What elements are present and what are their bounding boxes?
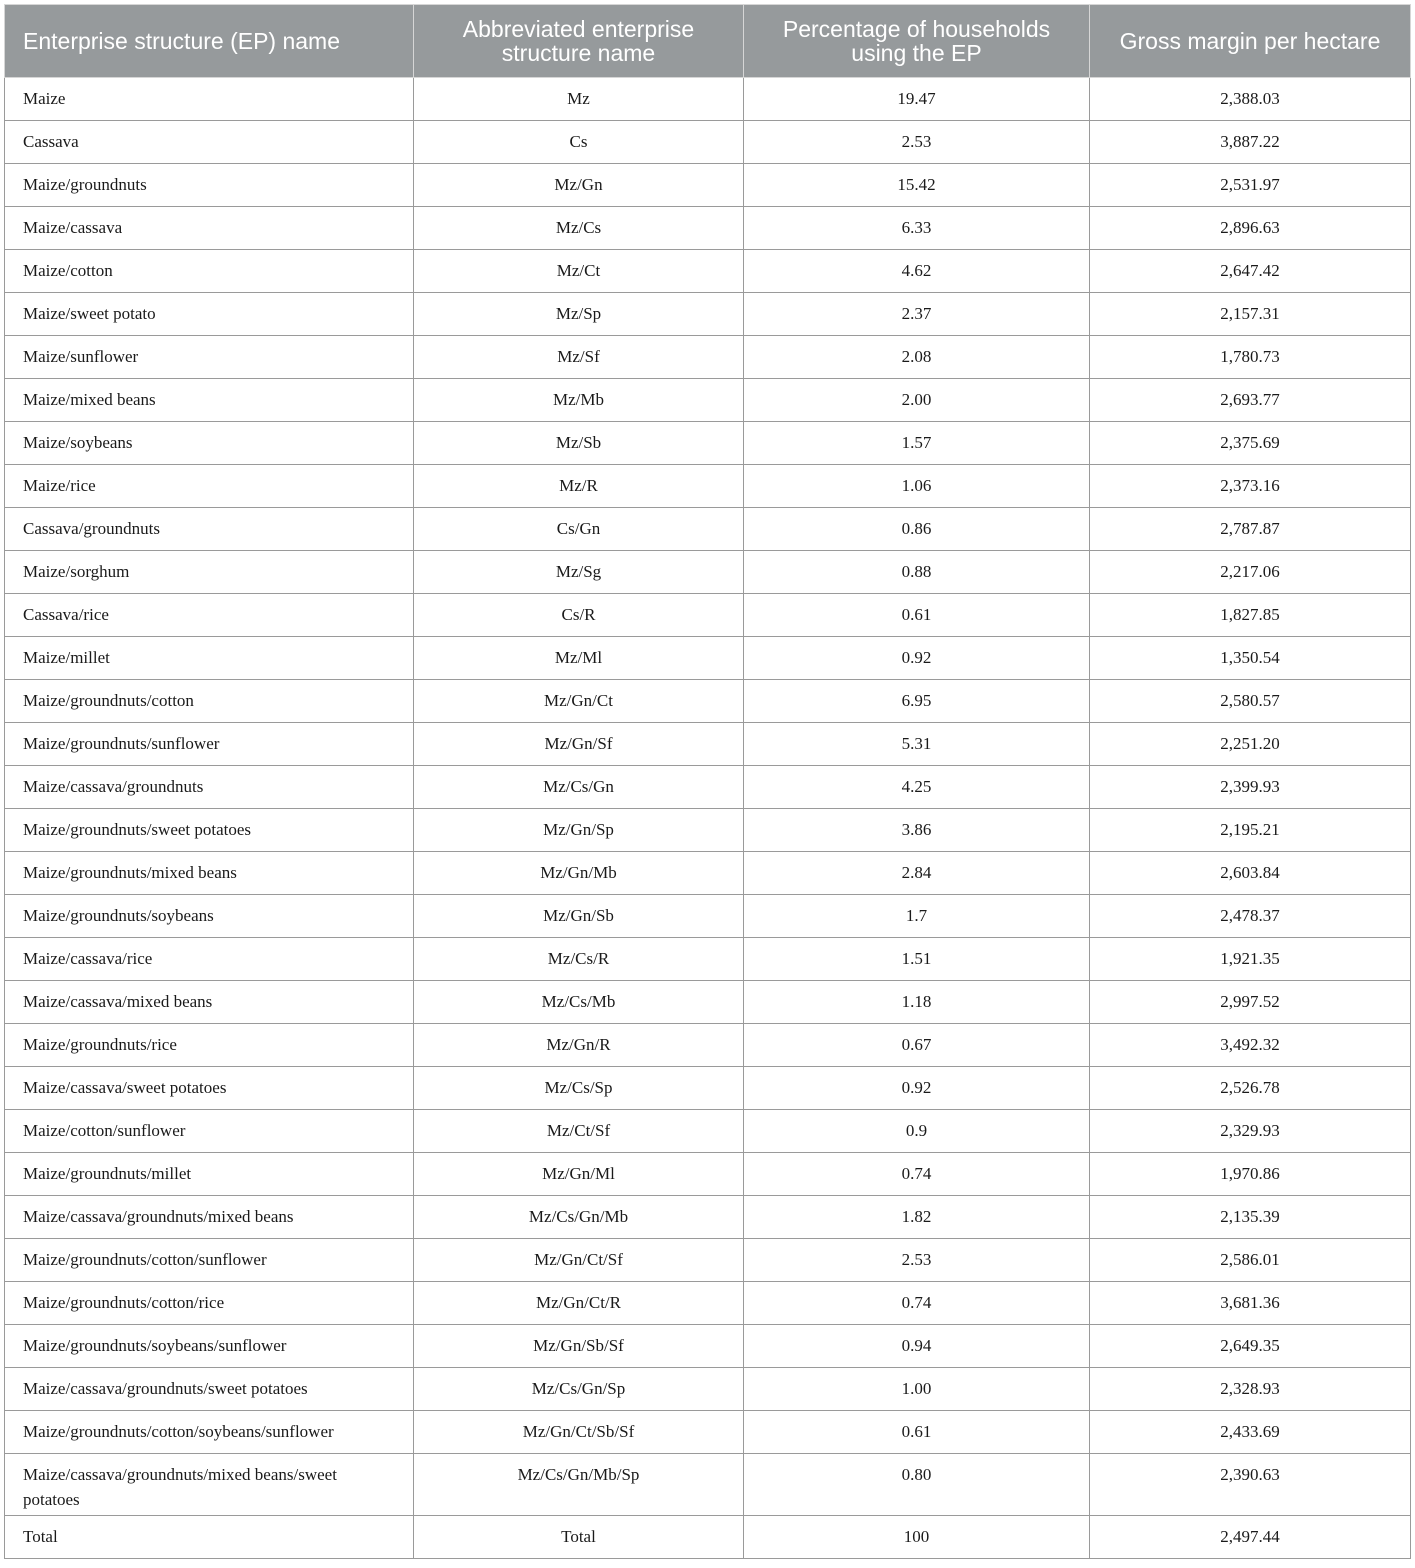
- table-row: [5, 207, 1411, 250]
- percentage-cell: 6.33: [744, 207, 1090, 250]
- table-row: [5, 551, 1411, 594]
- percentage-cell: 3.86: [744, 809, 1090, 852]
- percentage-cell: 0.67: [744, 1024, 1090, 1067]
- enterprise-structure-table: [4, 4, 1411, 1559]
- header-row: [5, 5, 1411, 78]
- table-row: [5, 1024, 1411, 1067]
- ep-name-cell: Total: [5, 1516, 414, 1559]
- abbreviation-cell: Mz/Sf: [414, 336, 744, 379]
- percentage-cell: 2.37: [744, 293, 1090, 336]
- percentage-cell: 0.92: [744, 1067, 1090, 1110]
- abbreviation-cell: Mz/Cs/Gn/Mb/Sp: [414, 1454, 744, 1516]
- gross-margin-cell: 2,217.06: [1090, 551, 1411, 594]
- table-row: [5, 164, 1411, 207]
- gross-margin-cell: 2,375.69: [1090, 422, 1411, 465]
- ep-name-cell: Maize/cassava/mixed beans: [5, 981, 414, 1024]
- percentage-cell: 1.7: [744, 895, 1090, 938]
- gross-margin-cell: 1,780.73: [1090, 336, 1411, 379]
- percentage-cell: 0.61: [744, 1411, 1090, 1454]
- gross-margin-cell: 2,586.01: [1090, 1239, 1411, 1282]
- gross-margin-cell: 2,328.93: [1090, 1368, 1411, 1411]
- table-row: [5, 938, 1411, 981]
- gross-margin-cell: 2,478.37: [1090, 895, 1411, 938]
- abbreviation-cell: Mz/Mb: [414, 379, 744, 422]
- table-row: [5, 852, 1411, 895]
- table-row: [5, 766, 1411, 809]
- gross-margin-cell: 3,681.36: [1090, 1282, 1411, 1325]
- table-row: [5, 336, 1411, 379]
- percentage-cell: 1.00: [744, 1368, 1090, 1411]
- table-row: [5, 1239, 1411, 1282]
- ep-name-cell: Maize/cotton: [5, 250, 414, 293]
- table-header: [5, 5, 1411, 78]
- ep-name-cell: Maize/groundnuts/sweet potatoes: [5, 809, 414, 852]
- abbreviation-cell: Mz/Ct: [414, 250, 744, 293]
- abbreviation-cell: Mz/Gn/Sb: [414, 895, 744, 938]
- ep-name-cell: Maize/groundnuts/rice: [5, 1024, 414, 1067]
- ep-name-cell: Maize/soybeans: [5, 422, 414, 465]
- abbreviation-cell: Mz/Gn/Ct/Sf: [414, 1239, 744, 1282]
- gross-margin-cell: 2,647.42: [1090, 250, 1411, 293]
- gross-margin-cell: 2,580.57: [1090, 680, 1411, 723]
- abbreviation-cell: Cs/R: [414, 594, 744, 637]
- abbreviation-cell: Mz/Ct/Sf: [414, 1110, 744, 1153]
- ep-name-cell: Maize/cotton/sunflower: [5, 1110, 414, 1153]
- percentage-cell: 0.9: [744, 1110, 1090, 1153]
- ep-name-cell: Maize/cassava/groundnuts/mixed beans/sweet potatoes: [5, 1454, 414, 1516]
- gross-margin-cell: 2,693.77: [1090, 379, 1411, 422]
- abbreviation-cell: Mz/Gn/Sp: [414, 809, 744, 852]
- ep-name-cell: Maize/millet: [5, 637, 414, 680]
- gross-margin-cell: 2,531.97: [1090, 164, 1411, 207]
- abbreviation-cell: Mz/Cs: [414, 207, 744, 250]
- table-row: [5, 895, 1411, 938]
- ep-name-cell: Maize/mixed beans: [5, 379, 414, 422]
- table-row: [5, 1196, 1411, 1239]
- percentage-cell: 0.92: [744, 637, 1090, 680]
- percentage-cell: 2.53: [744, 1239, 1090, 1282]
- table-row: [5, 1411, 1411, 1454]
- percentage-cell: 6.95: [744, 680, 1090, 723]
- ep-name-cell: Maize/groundnuts/sunflower: [5, 723, 414, 766]
- abbreviation-cell: Cs: [414, 121, 744, 164]
- percentage-cell: 19.47: [744, 78, 1090, 121]
- table-row: [5, 1067, 1411, 1110]
- ep-name-cell: Maize/cassava/groundnuts: [5, 766, 414, 809]
- ep-name-cell: Maize: [5, 78, 414, 121]
- ep-name-cell: Maize/sorghum: [5, 551, 414, 594]
- table-row: [5, 379, 1411, 422]
- abbreviation-cell: Mz/Gn/R: [414, 1024, 744, 1067]
- table-row: [5, 422, 1411, 465]
- table-row: [5, 1368, 1411, 1411]
- gross-margin-cell: 2,157.31: [1090, 293, 1411, 336]
- abbreviation-cell: Mz/Cs/Sp: [414, 1067, 744, 1110]
- table-row: [5, 465, 1411, 508]
- percentage-cell: 1.06: [744, 465, 1090, 508]
- abbreviation-cell: Mz/Cs/Mb: [414, 981, 744, 1024]
- gross-margin-cell: 2,649.35: [1090, 1325, 1411, 1368]
- gross-margin-cell: 2,390.63: [1090, 1454, 1411, 1516]
- ep-name-cell: Maize/sweet potato: [5, 293, 414, 336]
- table-row: [5, 1454, 1411, 1516]
- table-row: [5, 637, 1411, 680]
- percentage-cell: 2.53: [744, 121, 1090, 164]
- table-row: [5, 78, 1411, 121]
- table-row: [5, 250, 1411, 293]
- abbreviation-cell: Mz/Sb: [414, 422, 744, 465]
- percentage-cell: 1.18: [744, 981, 1090, 1024]
- percentage-cell: 2.08: [744, 336, 1090, 379]
- gross-margin-cell: 2,433.69: [1090, 1411, 1411, 1454]
- abbreviation-cell: Mz/R: [414, 465, 744, 508]
- ep-name-cell: Cassava/rice: [5, 594, 414, 637]
- table-row: [5, 1110, 1411, 1153]
- gross-margin-cell: 2,195.21: [1090, 809, 1411, 852]
- abbreviation-cell: Mz: [414, 78, 744, 121]
- abbreviation-cell: Mz/Gn/Ct/Sb/Sf: [414, 1411, 744, 1454]
- table-row: [5, 508, 1411, 551]
- abbreviation-cell: Mz/Cs/Gn: [414, 766, 744, 809]
- abbreviation-cell: Mz/Gn/Ml: [414, 1153, 744, 1196]
- abbreviation-cell: Mz/Cs/Gn/Sp: [414, 1368, 744, 1411]
- ep-name-cell: Maize/sunflower: [5, 336, 414, 379]
- ep-name-cell: Maize/cassava/rice: [5, 938, 414, 981]
- gross-margin-cell: 2,373.16: [1090, 465, 1411, 508]
- percentage-cell: 0.88: [744, 551, 1090, 594]
- ep-name-cell: Maize/cassava: [5, 207, 414, 250]
- percentage-cell: 1.51: [744, 938, 1090, 981]
- gross-margin-cell: 2,251.20: [1090, 723, 1411, 766]
- abbreviation-cell: Cs/Gn: [414, 508, 744, 551]
- percentage-cell: 0.61: [744, 594, 1090, 637]
- ep-name-cell: Maize/groundnuts/millet: [5, 1153, 414, 1196]
- gross-margin-cell: 2,997.52: [1090, 981, 1411, 1024]
- header-percentage-households: Percentage of households using the EP: [744, 5, 1090, 78]
- table-row: [5, 1282, 1411, 1325]
- ep-name-cell: Maize/groundnuts/soybeans: [5, 895, 414, 938]
- ep-name-cell: Maize/groundnuts/cotton/sunflower: [5, 1239, 414, 1282]
- gross-margin-cell: 2,329.93: [1090, 1110, 1411, 1153]
- abbreviation-cell: Mz/Gn/Mb: [414, 852, 744, 895]
- ep-name-cell: Maize/cassava/sweet potatoes: [5, 1067, 414, 1110]
- ep-name-cell: Maize/cassava/groundnuts/mixed beans: [5, 1196, 414, 1239]
- abbreviation-cell: Mz/Cs/R: [414, 938, 744, 981]
- abbreviation-cell: Mz/Sp: [414, 293, 744, 336]
- abbreviation-cell: Total: [414, 1516, 744, 1559]
- percentage-cell: 4.25: [744, 766, 1090, 809]
- abbreviation-cell: Mz/Gn/Sb/Sf: [414, 1325, 744, 1368]
- ep-name-cell: Maize/groundnuts: [5, 164, 414, 207]
- ep-name-cell: Cassava/groundnuts: [5, 508, 414, 551]
- header-abbreviated-name: Abbreviated enterprise structure name: [414, 5, 744, 78]
- abbreviation-cell: Mz/Gn: [414, 164, 744, 207]
- ep-name-cell: Maize/groundnuts/cotton/soybeans/sunflower: [5, 1411, 414, 1454]
- header-gross-margin: Gross margin per hectare: [1090, 5, 1411, 78]
- ep-name-cell: Maize/cassava/groundnuts/sweet potatoes: [5, 1368, 414, 1411]
- percentage-cell: 2.00: [744, 379, 1090, 422]
- table-row: [5, 723, 1411, 766]
- percentage-cell: 0.80: [744, 1454, 1090, 1516]
- table-row: [5, 1153, 1411, 1196]
- table-row: [5, 981, 1411, 1024]
- table-row: [5, 293, 1411, 336]
- ep-name-cell: Cassava: [5, 121, 414, 164]
- percentage-cell: 100: [744, 1516, 1090, 1559]
- gross-margin-cell: 1,970.86: [1090, 1153, 1411, 1196]
- gross-margin-cell: 1,827.85: [1090, 594, 1411, 637]
- table-row: [5, 121, 1411, 164]
- gross-margin-cell: 3,887.22: [1090, 121, 1411, 164]
- abbreviation-cell: Mz/Ml: [414, 637, 744, 680]
- percentage-cell: 0.74: [744, 1282, 1090, 1325]
- gross-margin-cell: 2,497.44: [1090, 1516, 1411, 1559]
- abbreviation-cell: Mz/Sg: [414, 551, 744, 594]
- gross-margin-cell: 1,350.54: [1090, 637, 1411, 680]
- gross-margin-cell: 2,526.78: [1090, 1067, 1411, 1110]
- ep-name-cell: Maize/rice: [5, 465, 414, 508]
- percentage-cell: 15.42: [744, 164, 1090, 207]
- header-ep-name: Enterprise structure (EP) name: [5, 5, 414, 78]
- percentage-cell: 5.31: [744, 723, 1090, 766]
- gross-margin-cell: 2,603.84: [1090, 852, 1411, 895]
- table-row: [5, 809, 1411, 852]
- percentage-cell: 2.84: [744, 852, 1090, 895]
- abbreviation-cell: Mz/Gn/Ct: [414, 680, 744, 723]
- percentage-cell: 0.94: [744, 1325, 1090, 1368]
- table-row: [5, 594, 1411, 637]
- gross-margin-cell: 3,492.32: [1090, 1024, 1411, 1067]
- percentage-cell: 4.62: [744, 250, 1090, 293]
- ep-name-cell: Maize/groundnuts/cotton/rice: [5, 1282, 414, 1325]
- ep-name-cell: Maize/groundnuts/soybeans/sunflower: [5, 1325, 414, 1368]
- gross-margin-cell: 2,896.63: [1090, 207, 1411, 250]
- gross-margin-cell: 2,787.87: [1090, 508, 1411, 551]
- ep-name-cell: Maize/groundnuts/cotton: [5, 680, 414, 723]
- gross-margin-cell: 2,399.93: [1090, 766, 1411, 809]
- abbreviation-cell: Mz/Gn/Ct/R: [414, 1282, 744, 1325]
- table-row: [5, 680, 1411, 723]
- abbreviation-cell: Mz/Cs/Gn/Mb: [414, 1196, 744, 1239]
- percentage-cell: 0.74: [744, 1153, 1090, 1196]
- gross-margin-cell: 1,921.35: [1090, 938, 1411, 981]
- gross-margin-cell: 2,388.03: [1090, 78, 1411, 121]
- ep-name-cell: Maize/groundnuts/mixed beans: [5, 852, 414, 895]
- enterprise-structure-table-container: [4, 4, 1410, 1559]
- percentage-cell: 1.82: [744, 1196, 1090, 1239]
- total-row: [5, 1516, 1411, 1559]
- percentage-cell: 0.86: [744, 508, 1090, 551]
- percentage-cell: 1.57: [744, 422, 1090, 465]
- table-body: [5, 78, 1411, 1559]
- abbreviation-cell: Mz/Gn/Sf: [414, 723, 744, 766]
- gross-margin-cell: 2,135.39: [1090, 1196, 1411, 1239]
- table-row: [5, 1325, 1411, 1368]
